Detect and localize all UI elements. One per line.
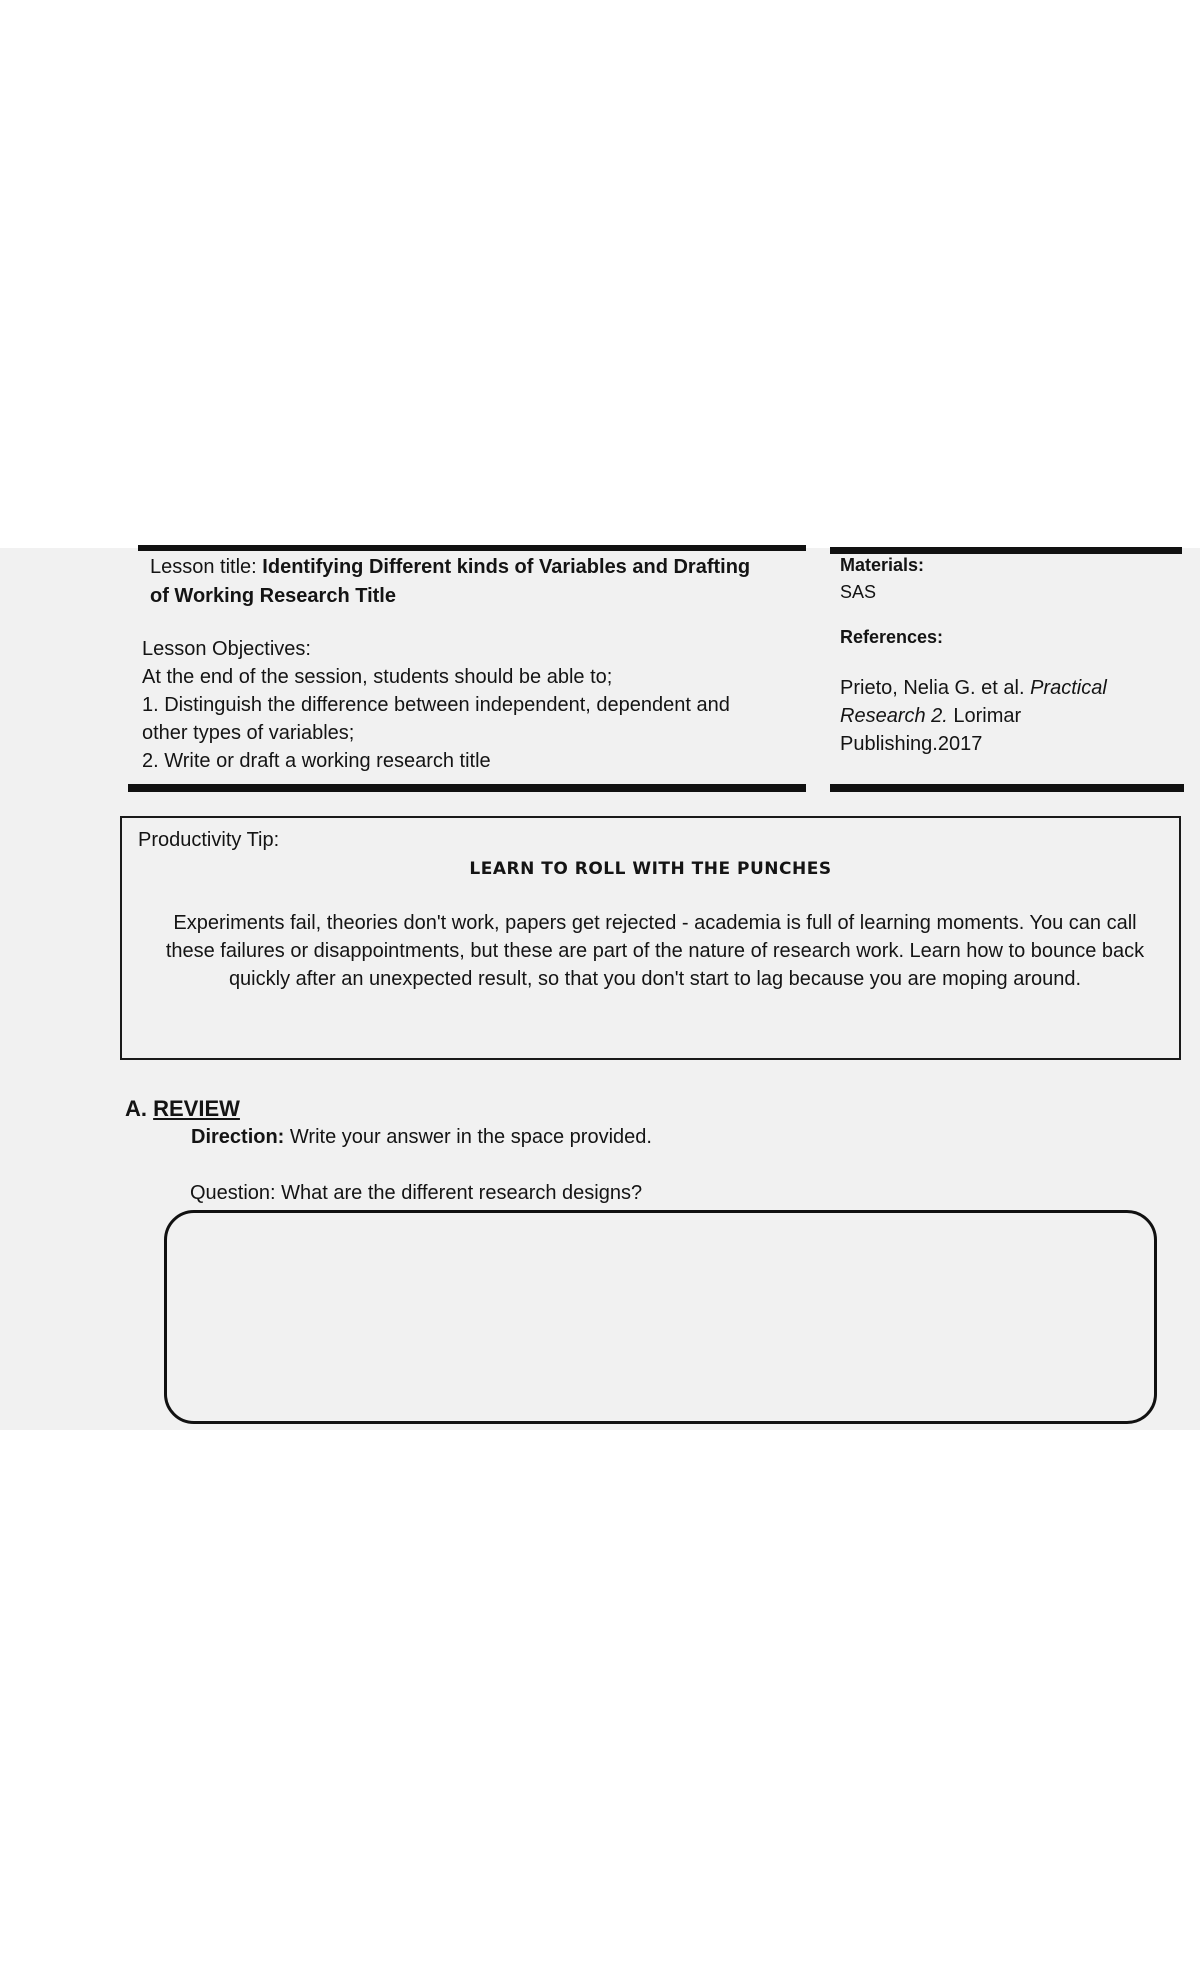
top-rule-left	[138, 545, 806, 551]
productivity-tip-body: Experiments fail, theories don't work, papers get rejected - academia is full of learning moments. You can call these failures or disappointments, but these are part of the nature of research work. Learn how to bounce back quickly after an unexpected result, so that you don't start to lag because you are moping around.	[165, 912, 1145, 990]
objectives-heading: Lesson Objectives:	[142, 638, 311, 660]
objective-1-line-1: 1. Distinguish the difference between independent, dependent and	[142, 694, 730, 716]
materials	[840, 552, 924, 606]
review-direction	[191, 1123, 652, 1151]
review-title: REVIEW	[153, 1096, 240, 1121]
reference-publisher: Lorimar	[947, 705, 1022, 727]
objective-2: 2. Write or draft a working research title	[142, 750, 491, 772]
lesson-objectives	[142, 635, 730, 775]
bottom-rule-left	[128, 784, 806, 792]
references-body	[840, 674, 1107, 758]
bottom-rule-right	[830, 784, 1184, 792]
reference-authors: Prieto, Nelia G. et al.	[840, 677, 1031, 699]
lesson-title-line-1: Identifying Different kinds of Variables and Drafting	[262, 556, 751, 578]
references-heading: References:	[840, 627, 944, 647]
objective-1-line-2: other types of variables;	[142, 722, 355, 744]
materials-value: SAS	[840, 582, 877, 602]
review-question: Question: What are the different research designs?	[190, 1182, 643, 1204]
review-section-heading	[125, 1094, 240, 1124]
materials-heading: Materials:	[840, 555, 925, 575]
lesson-title	[150, 553, 750, 611]
direction-text: Write your answer in the space provided.	[284, 1126, 652, 1148]
objectives-intro: At the end of the session, students should be able to;	[142, 666, 613, 688]
reference-publishing-year: Publishing.2017	[840, 733, 983, 755]
lesson-title-label: Lesson title:	[150, 556, 263, 578]
productivity-tip-heading: LEARN TO ROLL WITH THE PUNCHES	[469, 859, 832, 879]
answer-box[interactable]	[164, 1210, 1157, 1424]
lesson-title-line-2: of Working Research Title	[150, 585, 396, 607]
reference-book-title-2: Research 2.	[840, 705, 948, 727]
review-letter: A.	[125, 1096, 154, 1121]
direction-label: Direction:	[191, 1126, 285, 1148]
productivity-tip-label: Productivity Tip:	[138, 829, 280, 851]
reference-book-title-1: Practical	[1030, 677, 1107, 699]
